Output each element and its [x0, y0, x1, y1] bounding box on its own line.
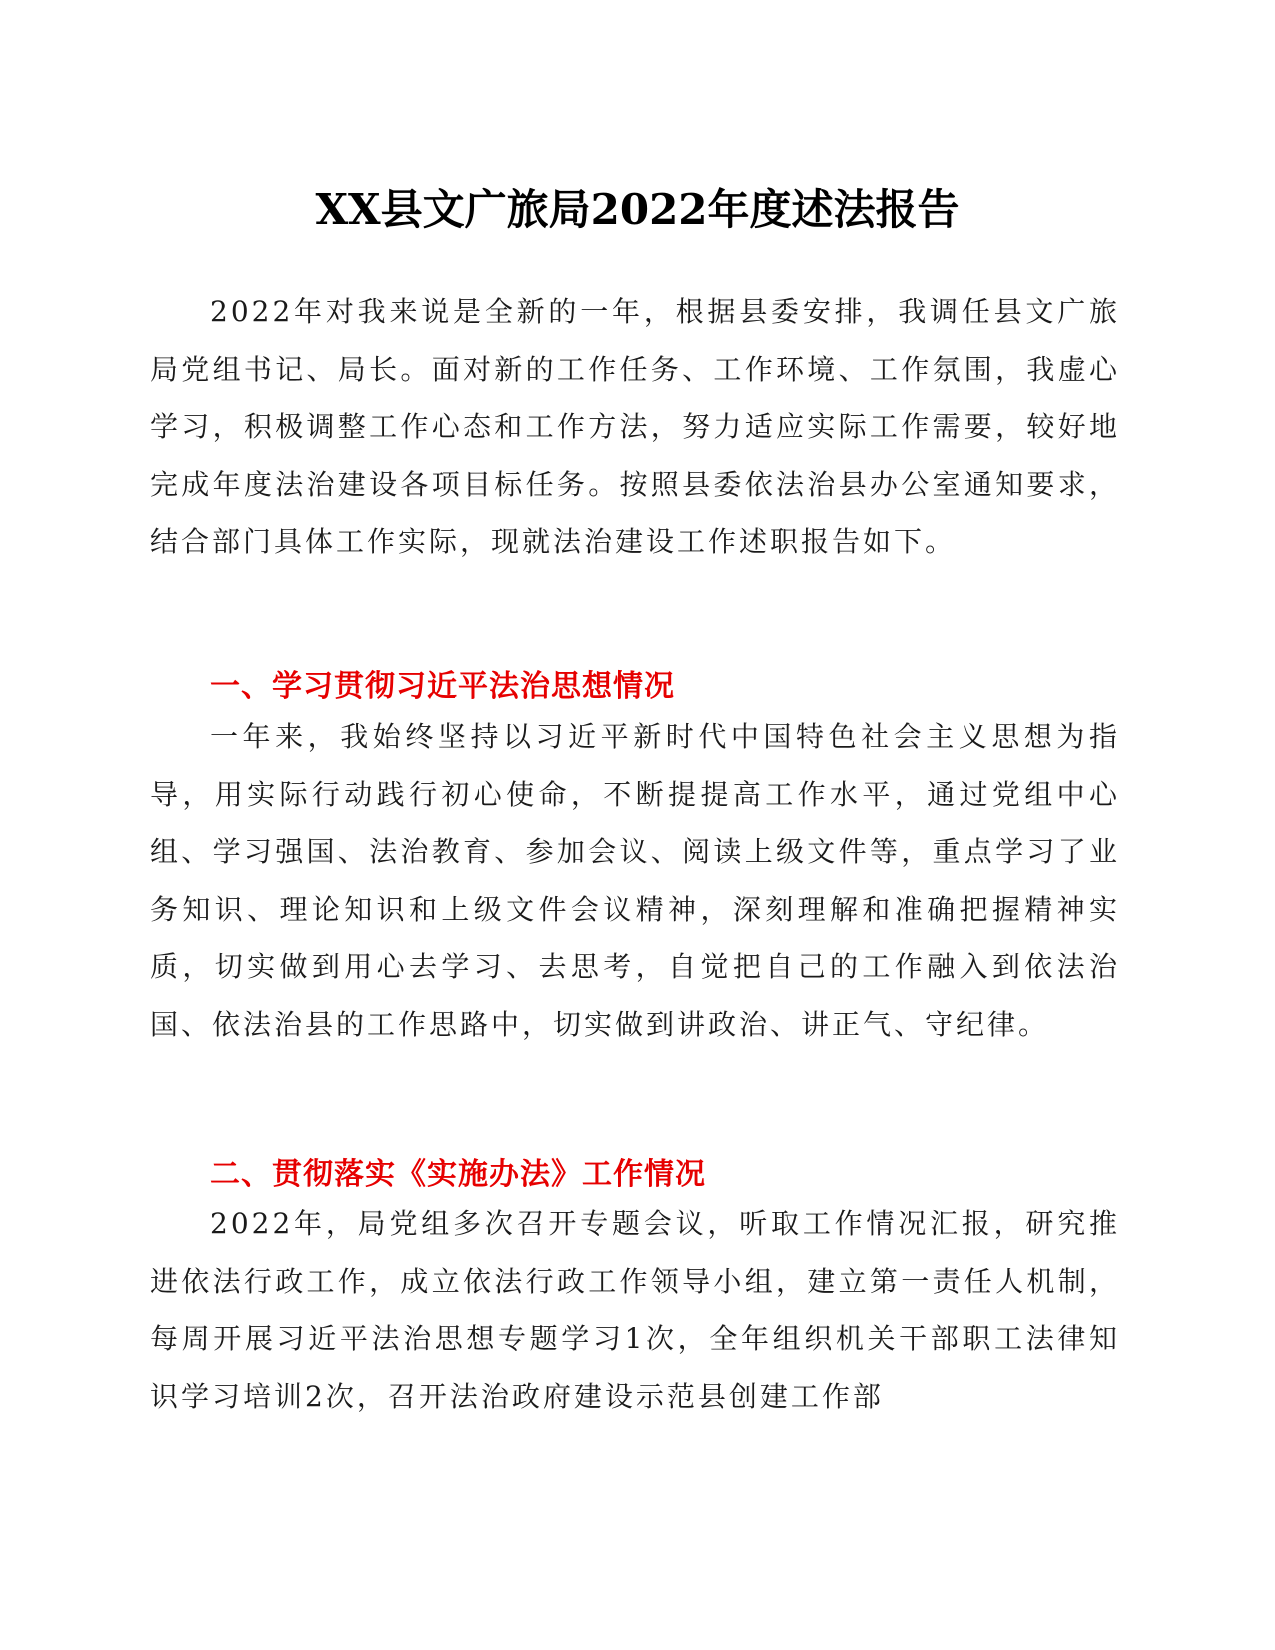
section-1-paragraph: 一年来，我始终坚持以习近平新时代中国特色社会主义思想为指导，用实际行动践行初心使命，不断提提高工作水平，通过党组中心组、学习强国、法治教育、参加会议、阅读上级文件等，重点学习了业务知识、理论知识和上级文件会议精神，深刻理解和准确把握精神实质，切实做到用心去学习、去思考，自觉把自己的工作融入到依法治国、依法治县的工作思路中，切实做到讲政治、讲正气、守纪律。	[150, 720, 1120, 1041]
section-2-paragraph: 2022年，局党组多次召开专题会议，听取工作情况汇报，研究推进依法行政工作，成立依法行政工作领导小组，建立第一责任人机制，每周开展习近平法治思想专题学习1次，全年组织机关干部职工法律知识学习培训2次，召开法治政府建设示范县创建工作部	[150, 1207, 1120, 1413]
section-heading-1: 一、学习贯彻习近平法治思想情况	[210, 669, 675, 704]
intro-paragraph: 2022年对我来说是全新的一年，根据县委安排，我调任县文广旅局党组书记、局长。面对新的工作任务、工作环境、工作氛围，我虚心学习，积极调整工作心态和工作方法，努力适应实际工作需要，较好地完成年度法治建设各项目标任务。按照县委依法治县办公室通知要求，结合部门具体工作实际，现就法治建设工作述职报告如下。	[150, 295, 1120, 558]
document-title: XX县文广旅局2022年度述法报告	[315, 185, 960, 234]
section-heading-2: 二、贯彻落实《实施办法》工作情况	[210, 1157, 706, 1192]
